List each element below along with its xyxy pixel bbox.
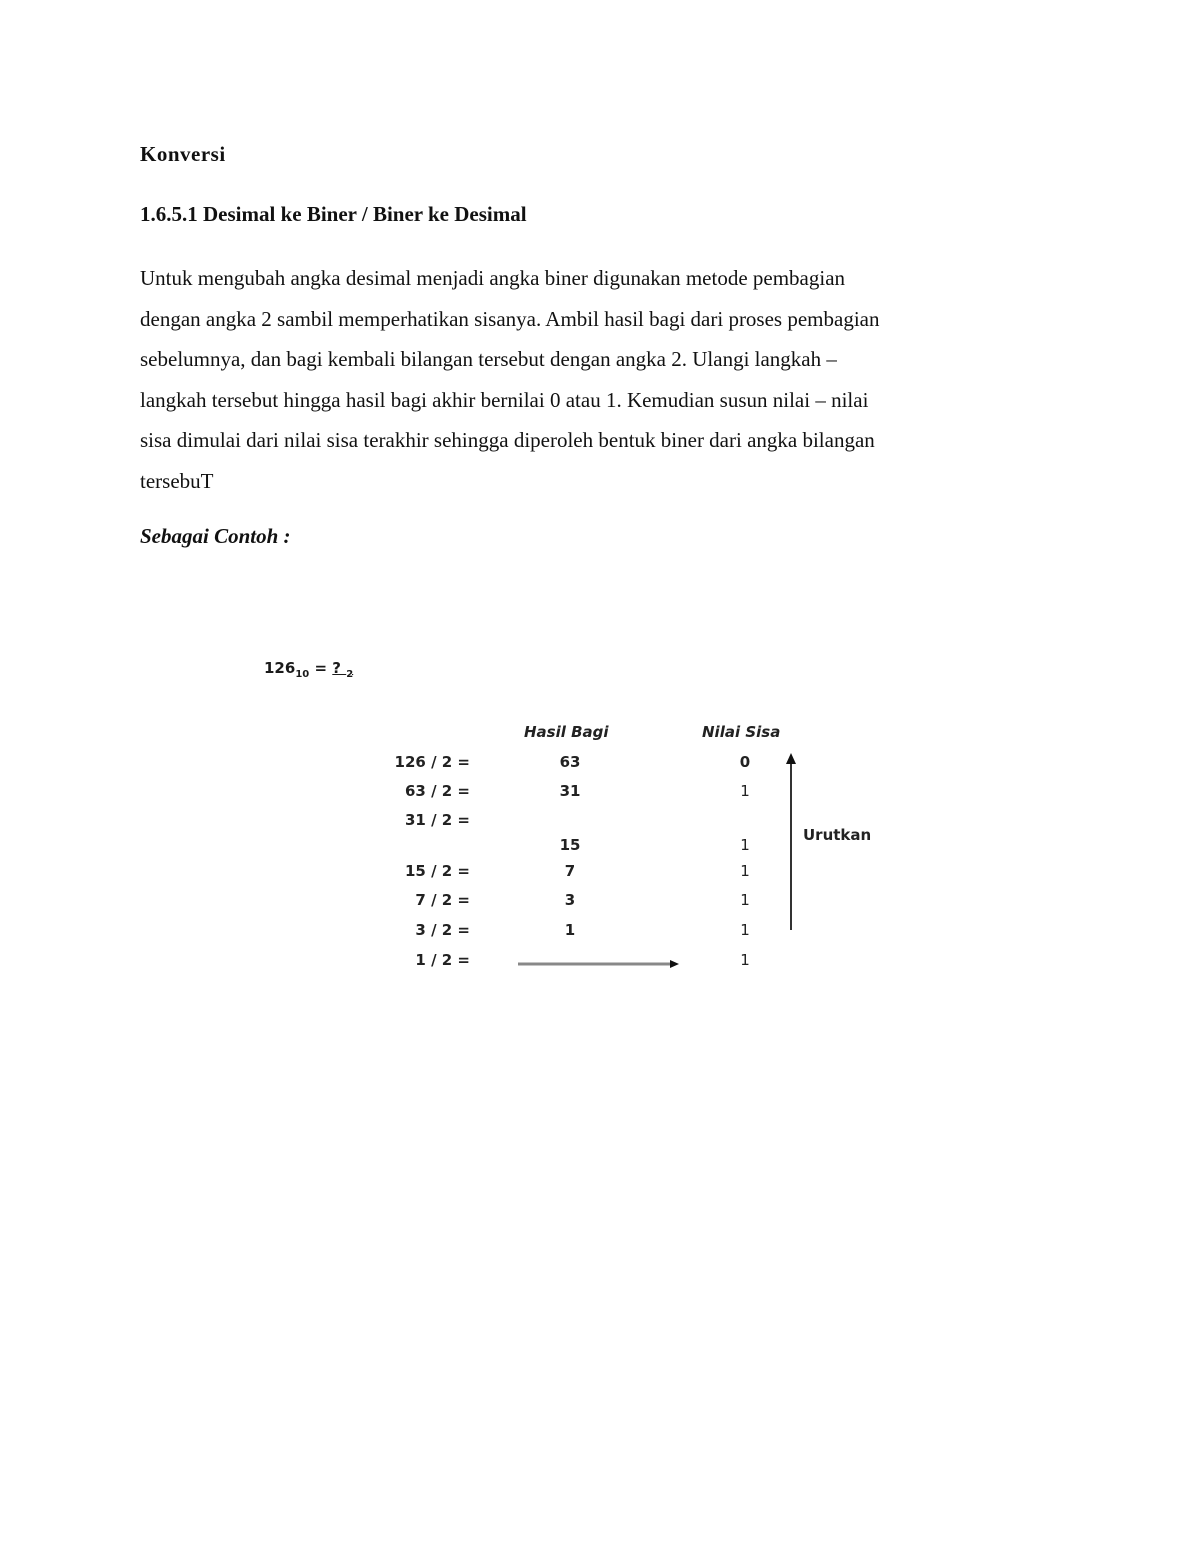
remainder-value: 1 [740, 782, 750, 800]
equation-base-from: 10 [295, 669, 310, 680]
document-title: Konversi [140, 142, 226, 166]
quotient-value: 7 [564, 862, 576, 880]
section-heading: 1.6.5.1 Desimal ke Biner / Biner ke Desimal [140, 202, 527, 226]
remainder-value: 1 [740, 951, 750, 969]
paragraph-line: langkah tersebut hingga hasil bagi akhir bernilai 0 atau 1. Kemudian susun nilai – nilai [140, 387, 869, 412]
remainder-value: 1 [740, 836, 750, 854]
up-arrow-icon [786, 753, 796, 930]
equation-number: 126 [264, 659, 296, 677]
equation-equals: = [314, 659, 328, 677]
remainder-value: 1 [740, 862, 750, 880]
division-label: 1 / 2 = [415, 951, 470, 969]
equation-base-to: 2 [346, 669, 354, 680]
division-label: 126 / 2 = [394, 753, 470, 771]
equation-unknown: ? [332, 659, 341, 677]
division-label: 7 / 2 = [415, 891, 470, 909]
quotient-column-header: Hasil Bagi [524, 723, 609, 741]
paragraph-line: dengan angka 2 sambil memperhatikan sisanya. Ambil hasil bagi dari proses pembagian [140, 306, 880, 331]
quotient-value: 15 [559, 836, 581, 854]
division-label: 63 / 2 = [404, 782, 470, 800]
remainder-value: 1 [740, 921, 750, 939]
division-label: 31 / 2 = [404, 811, 470, 829]
paragraph-line: sisa dimulai dari nilai sisa terakhir sehingga diperoleh bentuk biner dari angka bilangan [140, 428, 875, 452]
right-arrow-icon [518, 960, 679, 968]
quotient-value: 3 [564, 891, 576, 909]
paragraph-line: sebelumnya, dan bagi kembali bilangan tersebut dengan angka 2. Ulangi langkah – [140, 347, 837, 371]
quotient-value: 31 [559, 782, 581, 800]
division-label: 15 / 2 = [404, 862, 470, 880]
division-label: 3 / 2 = [415, 921, 470, 939]
quotient-value: 1 [564, 921, 576, 939]
remainder-value: 0 [739, 753, 751, 771]
remainder-value: 1 [740, 891, 750, 909]
quotient-value: 63 [559, 753, 581, 771]
paragraph-line: Untuk mengubah angka desimal menjadi angka biner digunakan metode pembagian [140, 266, 846, 290]
example-label: Sebagai Contoh : [140, 524, 291, 548]
remainder-column-header: Nilai Sisa [702, 723, 781, 741]
paragraph-line: tersebuT [140, 468, 214, 493]
order-label: Urutkan [803, 826, 872, 844]
